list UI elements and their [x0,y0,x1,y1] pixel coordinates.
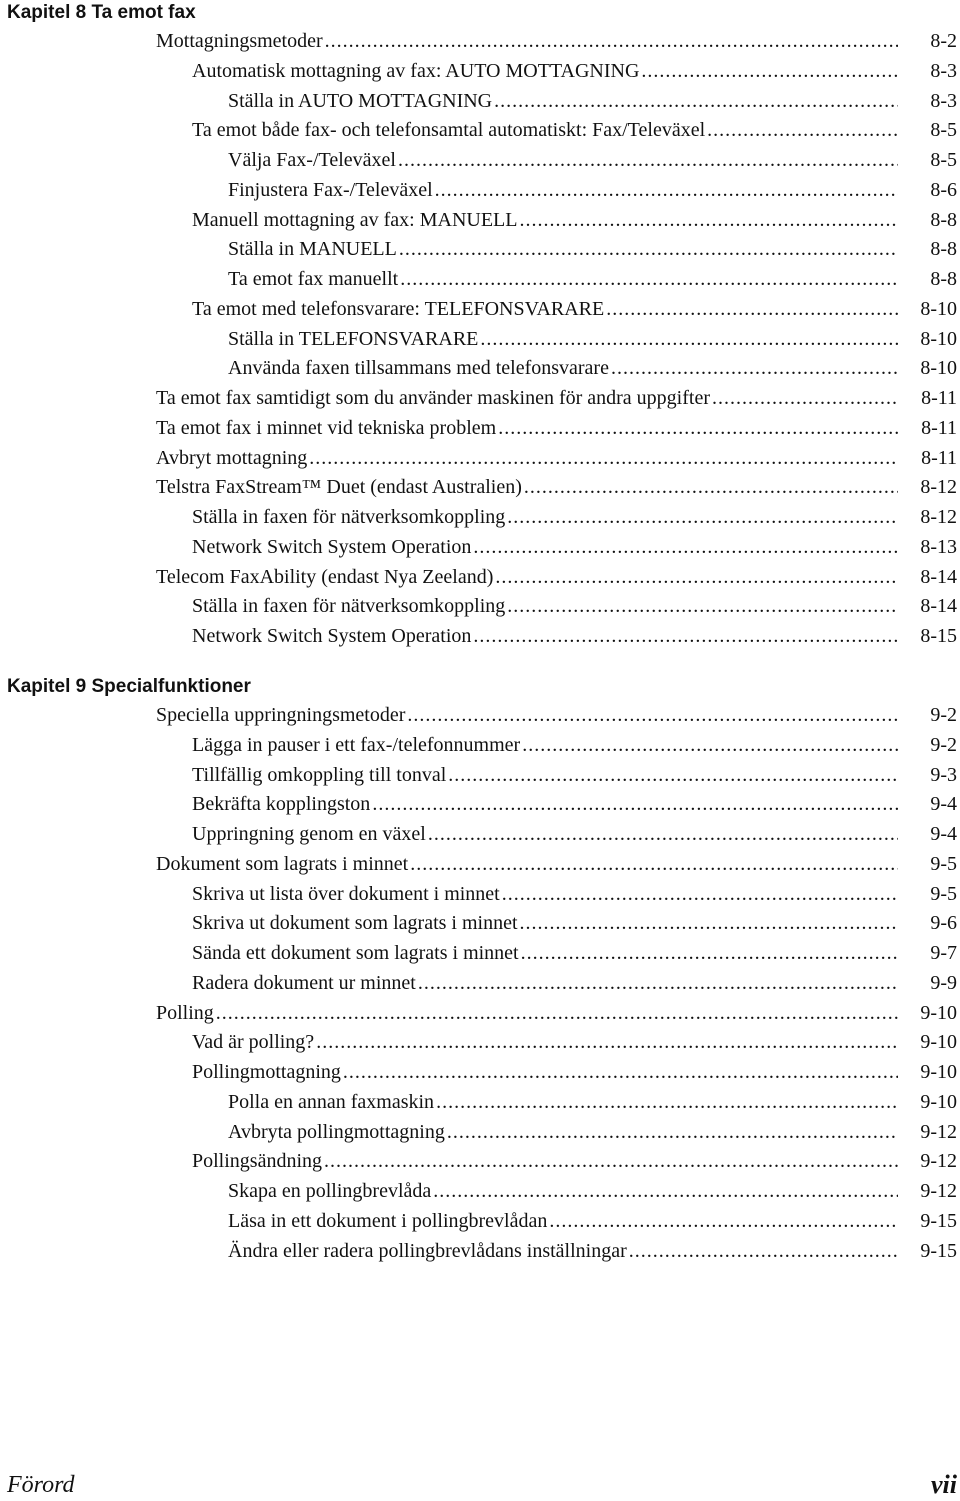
toc-entry-title: Ändra eller radera pollingbrevlådans inställningar [228,1239,627,1262]
toc-entry-title: Bekräfta kopplingston [192,793,371,816]
toc-entry[interactable] [0,325,960,355]
toc-entry-line [192,969,898,999]
dot-leader [418,969,898,999]
dot-leader [407,701,898,731]
toc-entry-line [192,1147,898,1177]
toc-entry-page-number: 8-8 [930,238,957,261]
toc-entry-page-number: 9-5 [930,852,957,875]
toc-entry[interactable] [0,1028,960,1058]
toc-entry-line [192,1058,898,1088]
toc-entry-page-number: 8-14 [920,595,957,618]
toc-entry-title: Speciella uppringningsmetoder [156,704,406,726]
toc-entry-page-number: 8-5 [930,149,957,171]
toc-entry-line [228,1118,898,1148]
toc-entry[interactable] [0,1147,960,1177]
toc-entry-title: Ställa in AUTO MOTTAGNING [228,89,493,112]
toc-entry-title: Skapa en pollingbrevlåda [228,1180,432,1202]
toc-entry-line [228,1177,898,1207]
toc-entry-title: Ta emot både fax- och telefonsamtal automatiskt: Fax/Televäxel [192,119,706,142]
toc-entry-title: Skriva ut dokument som lagrats i minnet [192,912,518,935]
toc-entry-title: Ta emot fax manuellt [228,268,399,290]
toc-entry-title: Ta emot fax i minnet vid tekniska problem [156,416,497,439]
toc-entry-page-number: 9-15 [920,1239,957,1262]
dot-leader [436,1088,898,1118]
dot-leader [707,116,898,146]
toc-entry-line [228,1088,898,1118]
toc-entry-page-number: 9-10 [920,1031,957,1054]
toc-entry-line [192,206,898,236]
toc-entry-title: Finjustera Fax-/Televäxel [228,178,433,201]
toc-entry[interactable] [0,27,960,57]
toc-entry[interactable] [0,1237,960,1267]
toc-entry[interactable] [0,731,960,761]
toc-entry[interactable] [0,1088,960,1118]
toc-entry-line [192,1028,898,1058]
toc-entry-title: Vad är polling? [192,1031,315,1054]
toc-entry-line [192,295,898,325]
footer-page-number: vii [931,1470,957,1499]
toc-entry[interactable] [0,354,960,384]
toc-entry-page-number: 8-8 [930,268,957,290]
dot-leader [480,325,898,355]
dot-leader [520,206,899,236]
toc-entry-title: Använda faxen tillsammans med telefonsvarare [228,357,609,380]
dot-leader [448,761,898,791]
toc-entry-page-number: 8-11 [921,387,957,409]
dot-leader [522,731,898,761]
dot-leader [410,850,898,880]
toc-entry[interactable] [0,790,960,820]
toc-entry-title: Läsa in ett dokument i pollingbrevlådan [228,1209,548,1232]
toc-entry-page-number: 8-8 [930,208,957,231]
toc-entry-page-number: 8-3 [930,89,957,112]
toc-entry-line [192,592,898,622]
toc-entry-page-number: 9-4 [930,793,957,816]
dot-leader [435,176,898,206]
toc-entry-page-number: 9-12 [920,1150,957,1173]
toc-entry-line [228,325,898,355]
toc-entry-page-number: 8-3 [930,59,957,82]
toc-entry-title: Ta emot med telefonsvarare: TELEFONSVARARE [192,297,605,320]
toc-entry-line [228,1207,898,1237]
dot-leader [324,1147,898,1177]
toc-entry[interactable] [0,473,960,503]
dot-leader [507,503,898,533]
toc-entry-line [192,909,898,939]
dot-leader [398,146,898,176]
dot-leader [495,563,898,593]
dot-leader [507,592,898,622]
toc-entry-page-number: 9-7 [930,942,957,964]
toc-entry[interactable] [0,1058,960,1088]
footer-section-title: Förord [7,1472,75,1498]
dot-leader [399,235,898,265]
toc-entry[interactable] [0,563,960,593]
toc-entry-line [156,701,898,731]
toc-entry-title: Tillfällig omkoppling till tonval [192,763,447,786]
toc-entry[interactable] [0,295,960,325]
toc-entry-page-number: 8-10 [920,357,957,380]
toc-entry-line [228,235,898,265]
toc-entry-title: Uppringning genom en växel [192,823,426,845]
toc-entry-title: Polling [156,1001,214,1024]
toc-entry-page-number: 9-6 [930,912,957,935]
toc-entry-title: Avbryta pollingmottagning [228,1120,445,1143]
toc-entry-title: Polla en annan faxmaskin [228,1090,435,1113]
toc-entry[interactable] [0,969,960,999]
toc-entry-page-number: 9-10 [920,1001,957,1024]
toc-entry-page-number: 9-12 [920,1120,957,1143]
toc-entry[interactable] [0,999,960,1029]
toc-entry-line [192,116,898,146]
toc-entry-title: Välja Fax-/Televäxel [228,149,396,171]
toc-entry-line [192,880,898,910]
toc-entry[interactable] [0,1207,960,1237]
toc-entry-line [192,731,898,761]
toc-entry-title: Network Switch System Operation [192,625,472,647]
dot-leader [447,1118,898,1148]
toc-entry-page-number: 9-9 [930,971,957,994]
toc-entry[interactable] [0,503,960,533]
toc-entry-page-number: 9-12 [920,1180,957,1202]
toc-entry[interactable] [0,384,960,414]
toc-entry[interactable] [0,1177,960,1207]
toc-entry-page-number: 9-10 [920,1090,957,1113]
toc-entry-title: Skriva ut lista över dokument i minnet [192,882,500,905]
toc-entry-title: Ta emot fax samtidigt som du använder maskinen för andra uppgifter [156,387,710,409]
chapter-9-toc-list [0,701,960,1266]
toc-entry-page-number: 8-10 [920,327,957,350]
dot-leader [712,384,898,414]
dot-leader [502,880,898,910]
toc-entry-title: Pollingsändning [192,1150,323,1173]
toc-entry-line [228,354,898,384]
toc-entry-line [228,87,898,117]
dot-leader [309,444,898,474]
toc-entry-line [228,1237,898,1267]
dot-leader [400,265,898,295]
dot-leader [494,87,898,117]
toc-entry-title: Telecom FaxAbility (endast Nya Zeeland) [156,565,494,588]
dot-leader [216,999,898,1029]
toc-entry[interactable] [0,176,960,206]
dot-leader [521,939,898,969]
toc-entry-line [156,414,898,444]
dot-leader [524,473,898,503]
toc-entry-line [156,999,898,1029]
toc-entry-line [228,146,898,176]
toc-entry-line [156,384,898,414]
toc-entry-line [228,265,898,295]
toc-entry-title: Automatisk mottagning av fax: AUTO MOTTAGNING [192,59,640,82]
chapter-8-toc-list [0,27,960,652]
dot-leader [316,1028,898,1058]
dot-leader [473,533,898,563]
toc-entry[interactable] [0,909,960,939]
toc-entry-line [192,761,898,791]
toc-entry-page-number: 8-11 [921,416,957,439]
toc-entry-page-number: 8-15 [920,625,957,647]
toc-entry-page-number: 8-6 [930,178,957,201]
toc-entry[interactable] [0,265,960,295]
dot-leader [498,414,898,444]
toc-entry[interactable] [0,592,960,622]
chapter-9-heading: Kapitel 9 Specialfunktioner [7,676,251,697]
toc-entry[interactable] [0,444,960,474]
toc-entry-page-number: 8-10 [920,297,957,320]
toc-entry[interactable] [0,850,960,880]
toc-entry-line [192,790,898,820]
toc-entry-title: Ställa in TELEFONSVARARE [228,327,479,350]
toc-entry-line [192,533,898,563]
toc-entry-page-number: 9-15 [920,1209,957,1232]
chapter-8-heading: Kapitel 8 Ta emot fax [7,2,196,23]
toc-entry[interactable] [0,87,960,117]
toc-entry-line [192,57,898,87]
toc-entry-title: Ställa in MANUELL [228,238,397,261]
toc-entry-page-number: 9-2 [930,733,957,756]
toc-entry-title: Ställa in faxen för nätverksomkoppling [192,595,506,618]
toc-entry-line [192,503,898,533]
toc-entry-title: Pollingmottagning [192,1061,341,1083]
toc-entry[interactable] [0,820,960,850]
dot-leader [641,57,898,87]
toc-entry-title: Sända ett dokument som lagrats i minnet [192,942,519,964]
toc-entry-title: Dokument som lagrats i minnet [156,852,409,875]
dot-leader [549,1207,898,1237]
toc-entry-line [192,622,898,652]
toc-entry[interactable] [0,701,960,731]
toc-entry-page-number: 8-11 [921,446,957,469]
toc-entry-page-number: 9-10 [920,1061,957,1083]
toc-entry-page-number: 8-13 [920,535,957,558]
toc-entry[interactable] [0,235,960,265]
dot-leader [372,790,898,820]
toc-entry-title: Lägga in pauser i ett fax-/telefonnummer [192,733,521,756]
toc-entry-page-number: 8-2 [930,30,957,52]
toc-entry-line [156,444,898,474]
toc-entry-line [156,27,898,57]
toc-entry[interactable] [0,939,960,969]
toc-entry-title: Telstra FaxStream™ Duet (endast Australien) [156,476,522,499]
dot-leader [428,820,898,850]
dot-leader [520,909,898,939]
toc-entry-title: Mottagningsmetoder [156,30,323,52]
toc-entry-title: Network Switch System Operation [192,535,472,558]
toc-entry-title: Ställa in faxen för nätverksomkoppling [192,506,506,528]
toc-entry-line [156,563,898,593]
dot-leader [473,622,898,652]
toc-entry-page-number: 8-12 [920,476,957,499]
dot-leader [629,1237,898,1267]
toc-entry-page-number: 9-5 [930,882,957,905]
dot-leader [343,1058,898,1088]
toc-entry-page-number: 9-4 [930,823,957,845]
toc-entry[interactable] [0,414,960,444]
toc-entry[interactable] [0,116,960,146]
toc-entry[interactable] [0,57,960,87]
toc-entry-title: Radera dokument ur minnet [192,971,416,994]
toc-entry-line [192,939,898,969]
toc-entry-line [228,176,898,206]
dot-leader [325,27,898,57]
dot-leader [433,1177,898,1207]
toc-entry[interactable] [0,761,960,791]
toc-entry-page-number: 9-2 [930,704,957,726]
dot-leader [611,354,898,384]
toc-entry-line [192,820,898,850]
toc-entry-page-number: 8-14 [920,565,957,588]
toc-entry-page-number: 8-5 [930,119,957,142]
toc-entry-title: Manuell mottagning av fax: MANUELL [192,208,518,231]
toc-entry-page-number: 9-3 [930,763,957,786]
toc-entry[interactable] [0,533,960,563]
toc-entry[interactable] [0,146,960,176]
toc-entry[interactable] [0,622,960,652]
dot-leader [606,295,898,325]
toc-entry[interactable] [0,1118,960,1148]
toc-entry[interactable] [0,880,960,910]
toc-entry-title: Avbryt mottagning [156,446,308,469]
toc-entry-line [156,473,898,503]
toc-entry[interactable] [0,206,960,236]
toc-entry-line [156,850,898,880]
toc-entry-page-number: 8-12 [920,506,957,528]
